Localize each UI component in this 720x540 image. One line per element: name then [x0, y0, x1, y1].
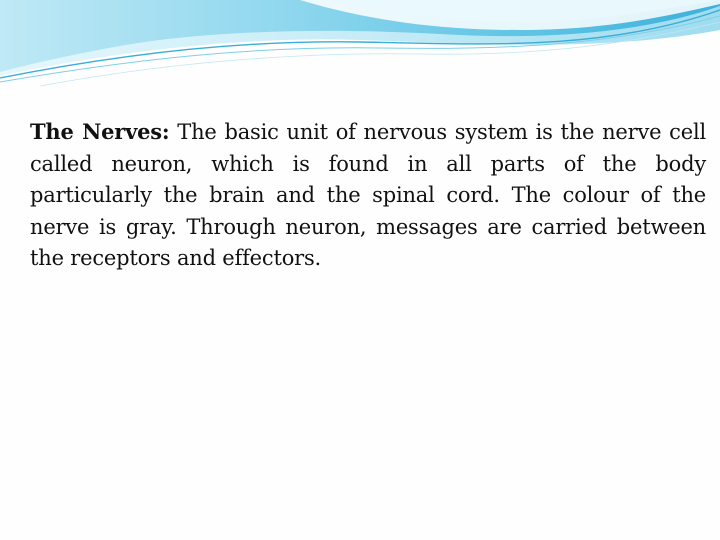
body-text: The basic unit of nervous system is the nerve cell called neuron, which is found in all parts of the body particularly the brain and the spinal cord. The colour of the nerve is gray. Through neuron, messages are carried between the receptors and effectors. — [30, 120, 707, 270]
body-paragraph — [30, 116, 706, 275]
term-heading: The Nerves: — [30, 119, 170, 144]
wave-header-decoration — [0, 0, 720, 90]
